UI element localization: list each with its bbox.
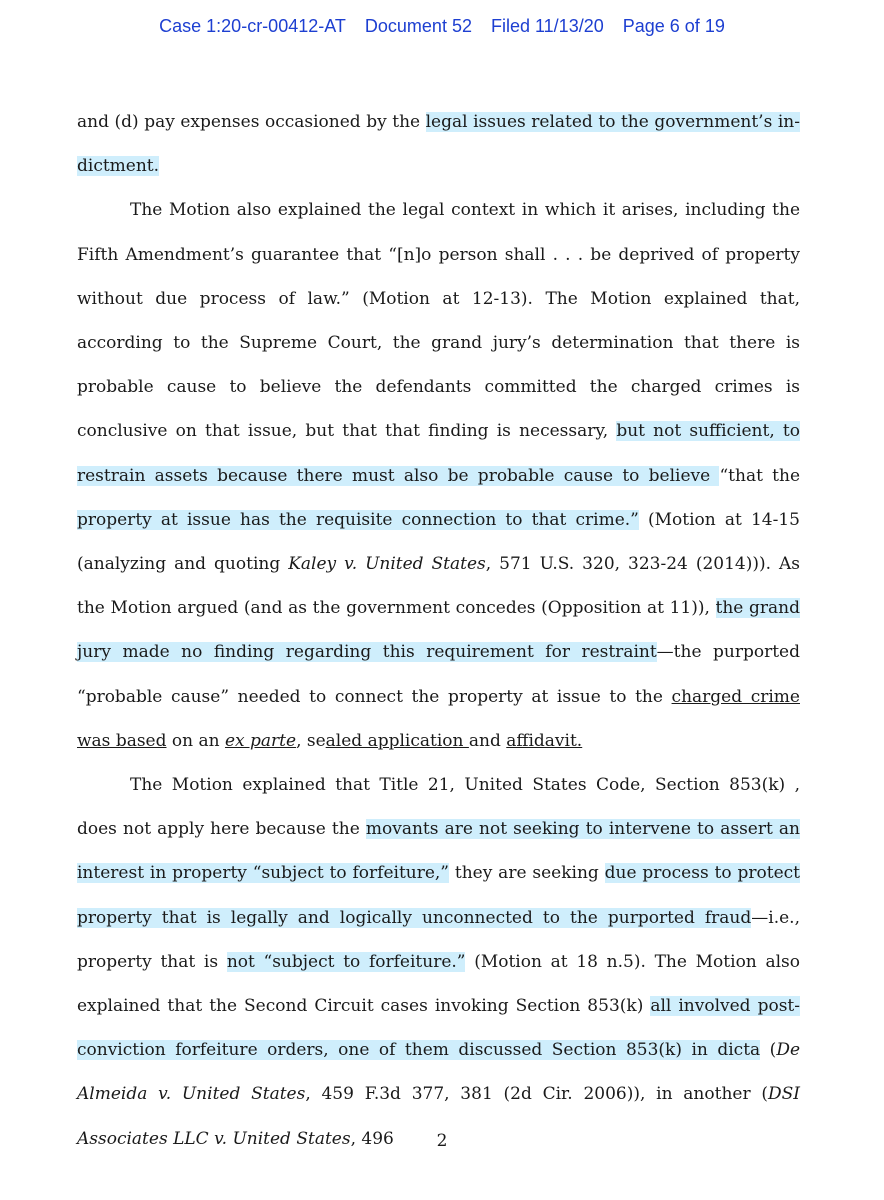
header-document-number: Document 52 bbox=[364, 16, 472, 36]
underline: aled application bbox=[325, 730, 469, 751]
text: “that the bbox=[719, 465, 800, 486]
case-citation: De Almeida v. United States bbox=[77, 1040, 801, 1105]
text: ( bbox=[760, 1040, 777, 1061]
text: —the purported “probable cause” needed to connect the property at issue to the bbox=[77, 642, 800, 707]
text: The Motion explained that Title 21, United States Code, Section 853(k) , does not apply here because the bbox=[77, 775, 800, 840]
highlight: legal issues related to the government’s indictment. bbox=[77, 112, 800, 177]
text: , se bbox=[296, 730, 326, 751]
text: and bbox=[468, 730, 507, 751]
text: and (d) pay expenses occasioned by the bbox=[77, 112, 426, 132]
text: , 459 F.3d 377, 381 (2d Cir. 2006)), in another ( bbox=[305, 1084, 768, 1105]
header-filed-date: Filed 11/13/20 bbox=[490, 16, 604, 36]
highlight: the grand jury made no finding regarding this requirement for restraint bbox=[77, 598, 800, 663]
text: they are seeking bbox=[449, 863, 605, 884]
highlight: all involved post-conviction forfeiture orders, one of them discussed Section 853(k) in dicta bbox=[77, 996, 800, 1061]
underline: affidavit. bbox=[506, 730, 583, 751]
highlight: due process to protect property that is legally and logically unconnected to the purported fraud bbox=[77, 863, 800, 928]
underline: charged crime was based bbox=[77, 686, 800, 751]
highlight: but not sufficient, to restrain assets because there must also be probable cause to believe bbox=[77, 421, 800, 486]
paragraph-1 bbox=[77, 100, 800, 188]
text: , 571 U.S. 320, 323-24 (2014))). As the Motion argued (and as the government concedes (Opposition at 11)), bbox=[77, 554, 800, 619]
page-number: 2 bbox=[436, 1131, 448, 1151]
paragraph-3 bbox=[77, 763, 800, 1161]
case-citation: Kaley v. United States bbox=[288, 554, 486, 575]
court-header bbox=[0, 16, 884, 37]
header-page-count: Page 6 of 19 bbox=[622, 16, 725, 36]
highlight: property at issue has the requisite connection to that crime.” bbox=[77, 509, 639, 530]
document-body bbox=[77, 100, 800, 1161]
header-case-number: Case 1:20-cr-00412-AT bbox=[159, 16, 346, 36]
ex-parte-term: ex parte bbox=[224, 730, 297, 751]
paragraph-2 bbox=[77, 188, 800, 763]
case-citation: DSI Associates LLC v. United States bbox=[77, 1084, 800, 1149]
text: (Motion at 14-15 (analyzing and quoting bbox=[77, 509, 800, 575]
highlight: movants are not seeking to intervene to assert an interest in property “subject to forfeiture,” bbox=[77, 819, 801, 884]
text: on an bbox=[166, 730, 225, 751]
text: , 496 bbox=[350, 1128, 394, 1149]
text: The Motion also explained the legal context in which it arises, including the Fifth Amendment’s guarantee that “[n]o person shall . . . be deprived of property without due process of law.” (Motion at 12-13). The Motion explained that, according to the Supreme Court, the grand jury’s determination that there is probable cause to believe the defendants committed the charged crimes is conclusive on that issue, but that that finding is necessary, bbox=[77, 200, 800, 442]
highlight: not “subject to forfeiture.” bbox=[226, 951, 466, 972]
text: —i.e., property that is bbox=[77, 907, 800, 972]
text: (Motion at 18 n.5). The Motion also explained that the Second Circuit cases invoking Section 853(k) bbox=[77, 951, 800, 1017]
